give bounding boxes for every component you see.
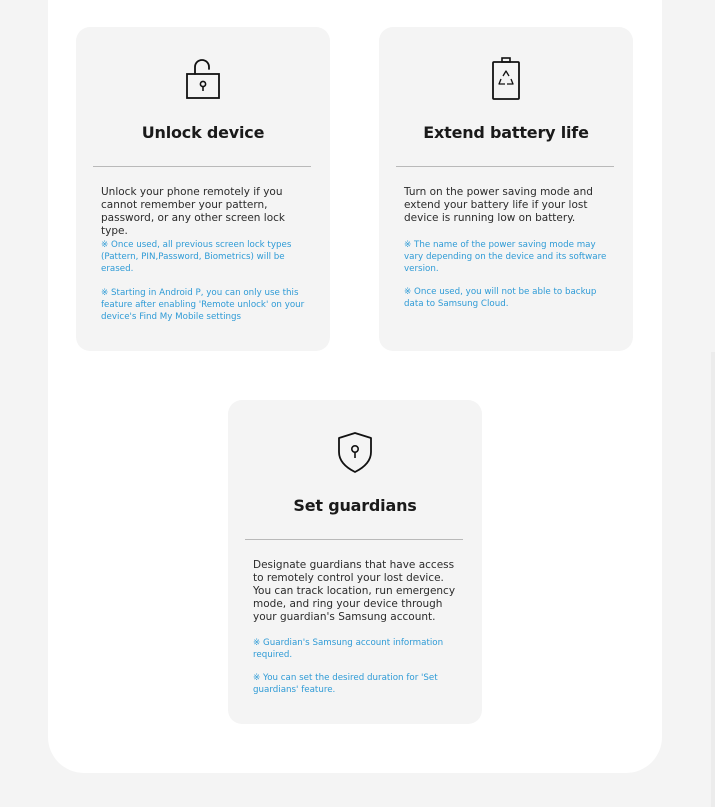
card-divider	[245, 539, 463, 540]
unlock-device-card	[76, 27, 330, 351]
card-divider	[93, 166, 311, 167]
card-description: Turn on the power saving mode and extend your battery life if your lost device is running low on battery.	[404, 186, 593, 224]
card-description: Unlock your phone remotely if you cannot remember your pattern, password, or any other screen lock type.	[101, 186, 285, 237]
card-description: Designate guardians that have access to remotely control your lost device. You can track location, run emergency mode, and ring your device through your guardian's Samsung account.	[253, 559, 456, 623]
card-note: ※ Starting in Android P, you can only use this feature after enabling 'Remote unlock' on your device's Find My Mobile settings	[101, 288, 305, 322]
card-note: ※ Once used, all previous screen lock types (Pattern, PIN,Password, Biometrics) will be erased.	[101, 240, 292, 274]
card-note: ※ You can set the desired duration for 'Set guardians' feature.	[253, 673, 438, 695]
card-divider	[396, 166, 614, 167]
card-note: ※ Once used, you will not be able to backup data to Samsung Cloud.	[404, 287, 597, 309]
card-title: Set guardians	[293, 496, 417, 515]
card-note: ※ The name of the power saving mode may vary depending on the device and its software version.	[404, 240, 607, 274]
battery-recycle-icon	[486, 57, 526, 101]
extend-battery-card	[379, 27, 633, 351]
unlock-icon	[183, 57, 223, 101]
card-title: Unlock device	[141, 123, 265, 142]
card-title: Extend battery life	[423, 123, 589, 142]
page-edge	[711, 352, 715, 807]
card-note: ※ Guardian's Samsung account information required.	[253, 638, 444, 660]
shield-icon	[335, 430, 375, 474]
set-guardians-card	[228, 400, 482, 724]
